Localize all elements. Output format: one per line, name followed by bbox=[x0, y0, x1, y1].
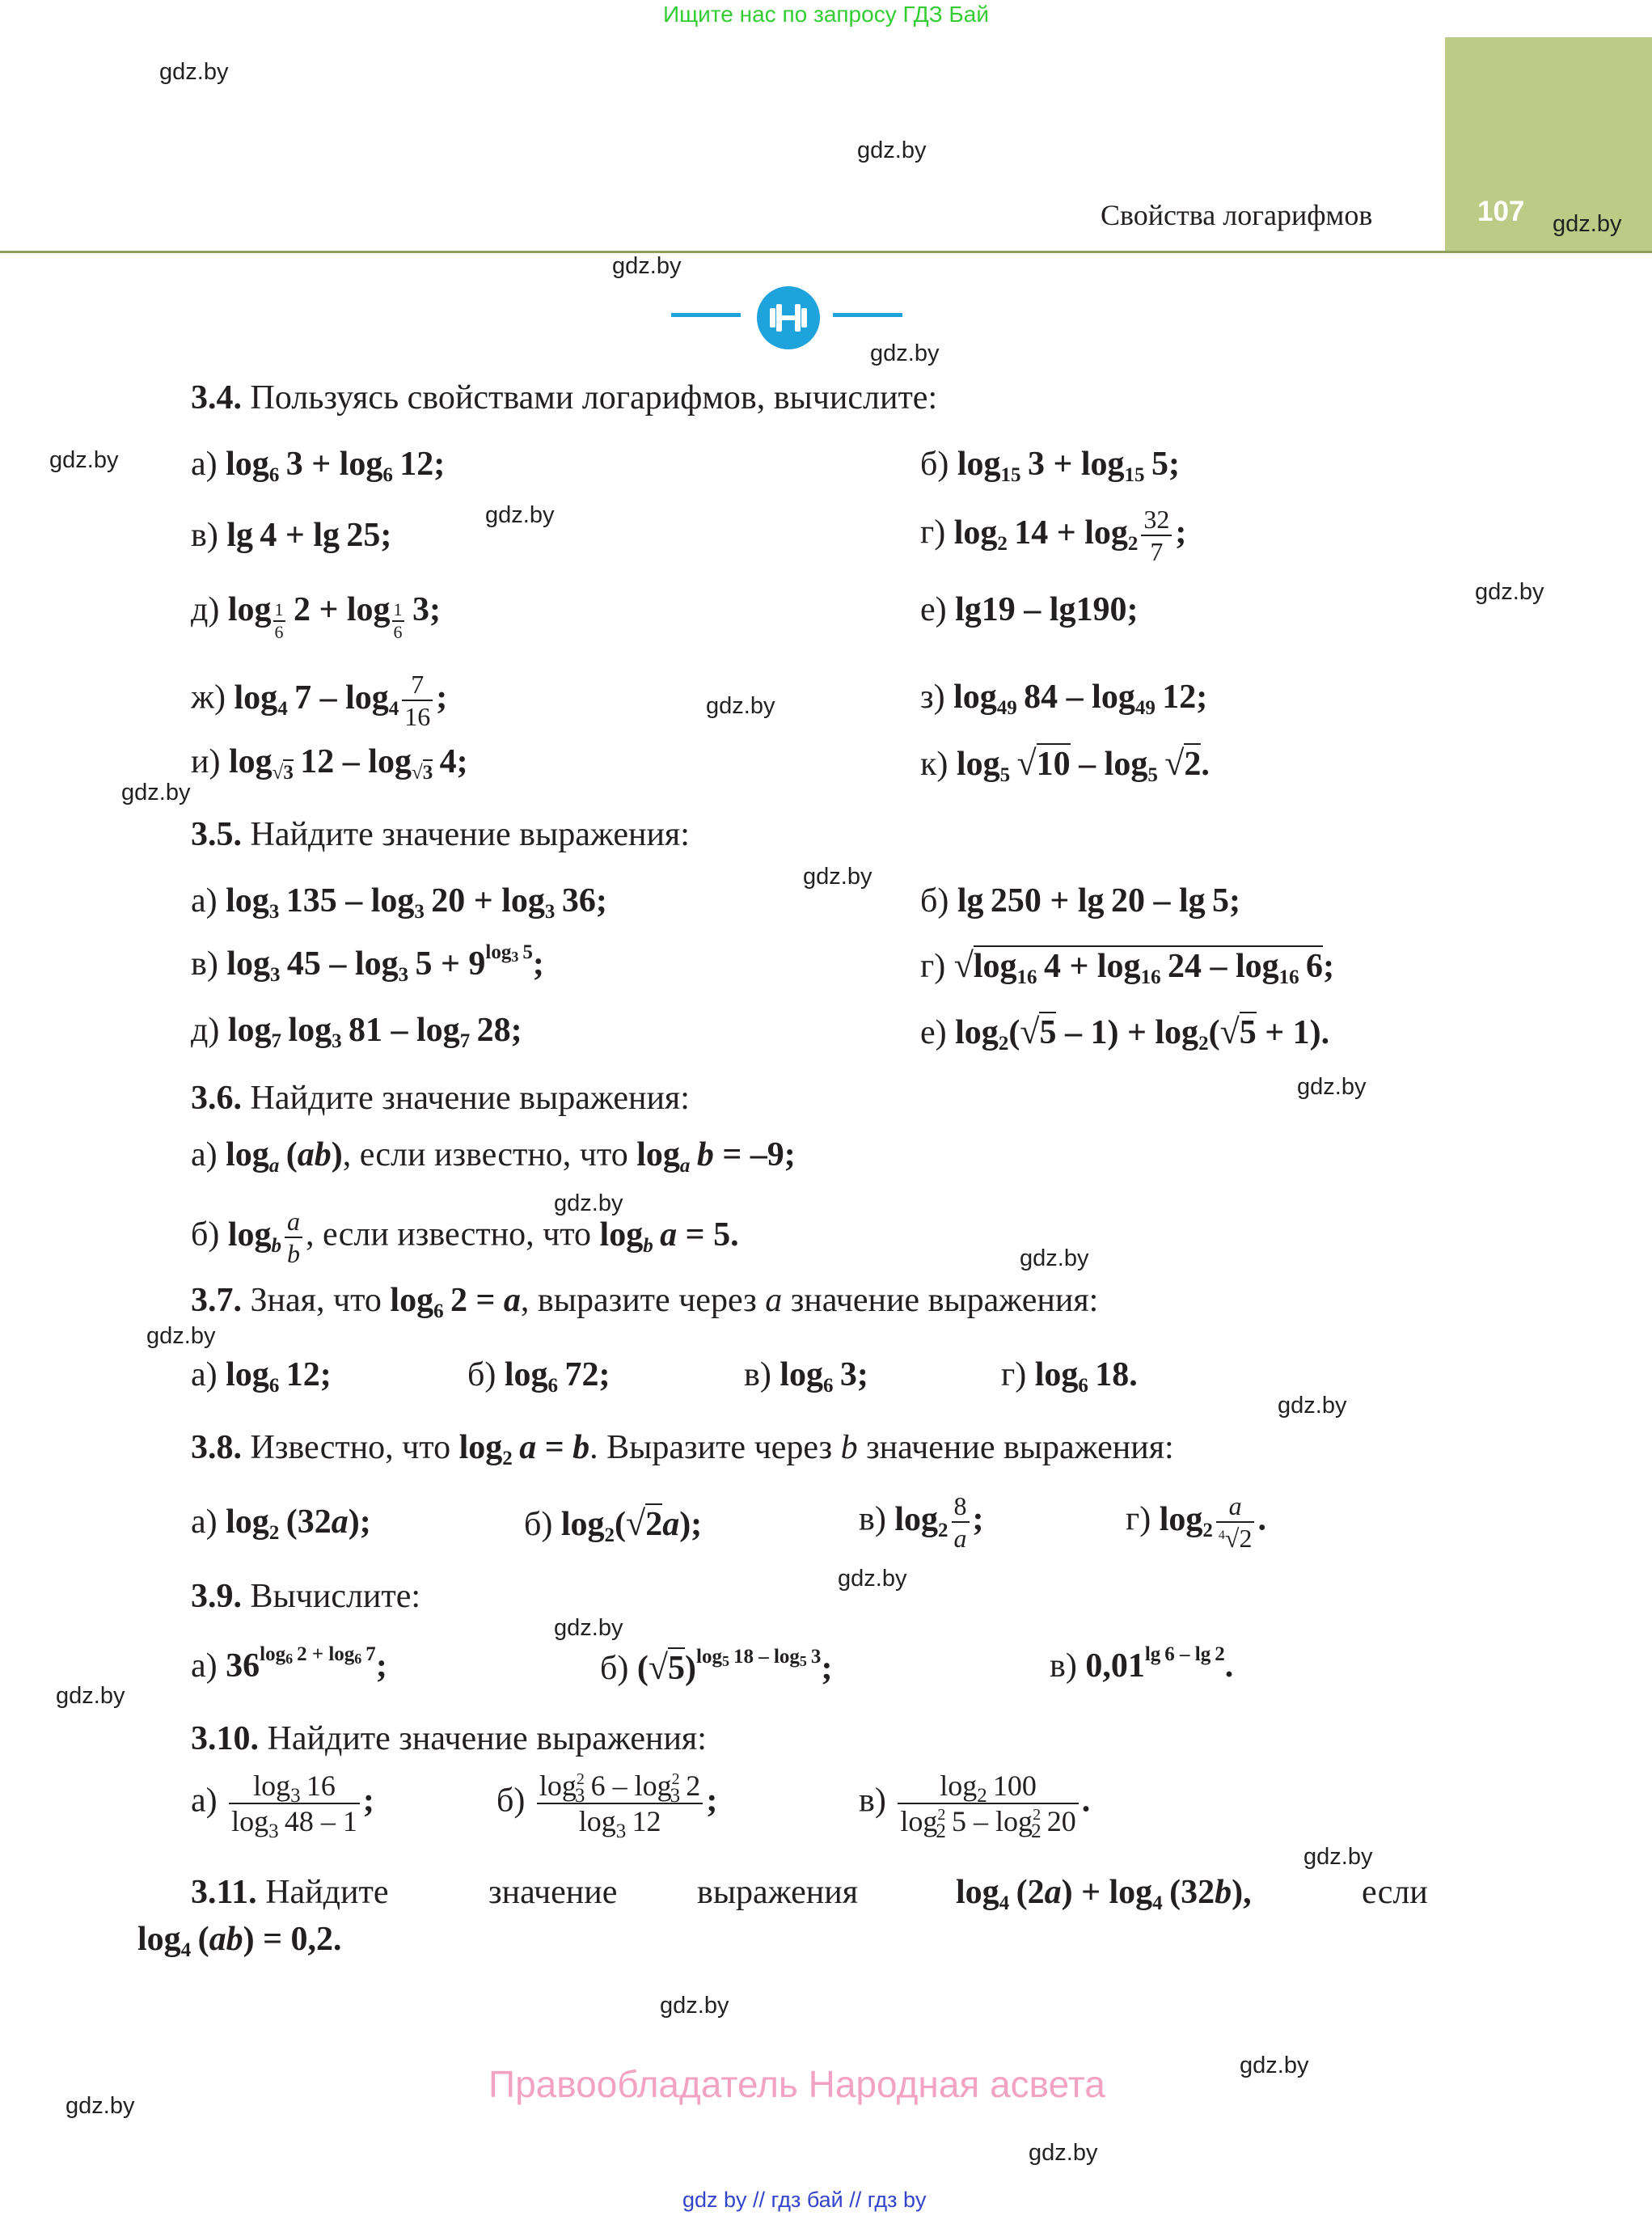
exercise-3-6-heading: 3.6. Найдите значение выражения: bbox=[191, 1080, 690, 1117]
exercise-3-10-heading: 3.10. Найдите значение выражения: bbox=[191, 1720, 707, 1757]
exercise-3-8-heading: 3.8. Известно, что $\log_2 a = b$. Выразите через b значение выражения: bbox=[191, 1429, 1174, 1469]
watermark: gdz.by bbox=[1278, 1393, 1347, 1419]
ex-3-5-v: в) $\log_3 45 - \log_3 5 + 9^{log_3 5}$; bbox=[191, 941, 544, 986]
ex-3-4-d: д) log $\frac{1}{6}$ 2 + log $\frac{1}{6}$ 3; bbox=[191, 591, 441, 642]
ex-3-8-b: б) $\log_2(√2a)$; bbox=[524, 1503, 703, 1546]
header-rule bbox=[0, 251, 1652, 253]
ex-3-4-zh: ж) $\log_4 7 - \log_4$ $\frac{7}{16}$ ; bbox=[191, 670, 448, 731]
exercise-3-11-heading: 3.11. Найдите bbox=[191, 1874, 389, 1911]
ex-3-4-k: к) $\log_5 √10 - \log_5 √2$. bbox=[920, 743, 1210, 786]
watermark: gdz.by bbox=[870, 340, 940, 366]
watermark: gdz.by bbox=[803, 864, 872, 890]
ex-3-9-v: в) $0,01^{lg 6 - lg 2}$. bbox=[1050, 1643, 1234, 1685]
ex-3-4-g: г) $\log_2 14 + \log_2$ $\frac{32}{7}$ ; bbox=[920, 505, 1187, 566]
ex-3-4-i: и) $\log_{√3} 12 - \log_{√3} 4$; bbox=[191, 743, 468, 784]
ex-3-9-b: б) $(√5)^{log_5 18 - log_5 3}$; bbox=[600, 1646, 833, 1687]
watermark: gdz.by bbox=[1240, 2053, 1309, 2078]
watermark: gdz.by bbox=[65, 2093, 135, 2119]
dumbbell-icon bbox=[757, 286, 820, 349]
ex-3-10-a: а) $\frac{\log_3 16}{\log_3 48 - 1}$ ; bbox=[191, 1769, 374, 1842]
watermark: gdz.by bbox=[660, 1993, 729, 2019]
ex-3-10-b: б) $\frac{\log^2_3 6 - \log^2_3 2}{\log_3 12}$ ; bbox=[496, 1769, 718, 1842]
ex-3-10-v: в) $\frac{\log_2 100}{\log^2_2 5 - \log^2_2 20}$ . bbox=[859, 1769, 1091, 1842]
watermark: gdz.by bbox=[1020, 1245, 1089, 1271]
exercise-3-4-heading: 3.4. Пользуясь свойствами логарифмов, вычислите: bbox=[191, 379, 938, 416]
watermark: gdz.by bbox=[1303, 1844, 1373, 1870]
exercise-3-11-condition: $\log_4 (ab) = 0,2$. bbox=[137, 1921, 342, 1961]
watermark: gdz.by bbox=[1553, 211, 1622, 237]
ex-3-8-a: а) $\log_2 (32a)$; bbox=[191, 1503, 371, 1544]
watermark: gdz.by bbox=[554, 1190, 623, 1216]
watermark: gdz.by bbox=[1029, 2140, 1098, 2166]
ex-3-8-v: в) $\log_2$ $\frac{8}{a}$ ; bbox=[859, 1491, 984, 1553]
ex-3-6-a: а) $\log_a (ab)$, если известно, что $\log_a b = -9$; bbox=[191, 1136, 796, 1177]
ex-3-5-e: е) $\log_2(√5 - 1) + \log_2(√5 + 1)$. bbox=[920, 1012, 1330, 1055]
ex-3-4-z: з) $\log_{49} 84 - \log_{49} 12$; bbox=[920, 679, 1208, 719]
watermark: gdz.by bbox=[1297, 1074, 1367, 1100]
watermark: gdz.by bbox=[146, 1323, 216, 1349]
copyright-notice: Правообладатель Народная асвета bbox=[488, 2063, 1105, 2105]
ex-3-4-e: е) lg19 – lg190; bbox=[920, 591, 1139, 628]
exercise-3-11-word4: если bbox=[1362, 1874, 1428, 1911]
ex-3-4-b: б) $\log_{15} 3 + \log_{15} 5$; bbox=[920, 446, 1180, 486]
ex-3-5-a: а) $\log_3 135 - \log_3 20 + \log_3 36$; bbox=[191, 882, 607, 923]
watermark: gdz.by bbox=[857, 137, 927, 163]
exercise-3-11-word3: выражения bbox=[697, 1874, 859, 1911]
exercise-3-5-heading: 3.5. Найдите значение выражения: bbox=[191, 816, 690, 853]
watermark: gdz.by bbox=[838, 1566, 907, 1592]
ex-3-7-g: г) $\log_6 18$. bbox=[1001, 1356, 1138, 1397]
page-number: 107 bbox=[1477, 196, 1525, 227]
watermark: gdz.by bbox=[49, 447, 119, 473]
ex-3-5-d: д) $\log_7 \log_3 81 - \log_7 28$; bbox=[191, 1012, 522, 1052]
exercise-3-7-heading: 3.7. Зная, что $\log_6 2 = a$, выразите через a значение выражения: bbox=[191, 1282, 1099, 1322]
exercise-3-11-expression: $\log_4 (2a) + \log_4 (32b)$, bbox=[956, 1874, 1252, 1914]
ex-3-6-b: б) $\log_b$ $\frac{a}{b}$ , если известно, что $\log_b a = 5$. bbox=[191, 1207, 739, 1268]
ex-3-7-v: в) $\log_6 3$; bbox=[744, 1356, 868, 1397]
right-accent-dash bbox=[833, 313, 902, 317]
watermark: gdz.by bbox=[554, 1615, 623, 1641]
ex-3-8-g: г) $\log_2$ $\frac{a}{^4√2}$ . bbox=[1126, 1491, 1266, 1553]
ex-3-7-a: а) $\log_6 12$; bbox=[191, 1356, 332, 1397]
watermark: gdz.by bbox=[1475, 579, 1544, 605]
watermark: gdz.by bbox=[121, 780, 191, 805]
left-accent-dash bbox=[671, 313, 741, 317]
ex-3-4-v: в) lg 4 + lg 25; bbox=[191, 517, 392, 554]
watermark: gdz.by bbox=[485, 502, 555, 528]
watermark: gdz.by bbox=[159, 59, 229, 85]
exercise-3-11-word2: значение bbox=[488, 1874, 618, 1911]
search-banner[interactable]: Ищите нас по запросу ГДЗ Бай bbox=[662, 2, 990, 27]
watermark: gdz.by bbox=[706, 693, 775, 719]
watermark: gdz.by bbox=[612, 253, 682, 279]
watermark: gdz.by bbox=[56, 1683, 125, 1709]
bottom-site-links[interactable]: gdz by // гдз бай // гдз by bbox=[682, 2188, 927, 2212]
ex-3-9-a: а) $36^{log_6 2 + log_6 7}$; bbox=[191, 1643, 387, 1685]
ex-3-4-a: а) $\log_6 3 + \log_6 12$; bbox=[191, 446, 446, 486]
exercise-3-9-heading: 3.9. Вычислите: bbox=[191, 1578, 421, 1615]
ex-3-5-g: г) $√\log_{16}$ $4 + \log_{16} 24 - \log_{16} 6$; bbox=[920, 945, 1335, 988]
ex-3-7-b: б) $\log_6 72$; bbox=[467, 1356, 611, 1397]
ex-3-5-b: б) lg 250 + lg 20 – lg 5; bbox=[920, 882, 1241, 920]
running-title: Свойства логарифмов bbox=[1101, 199, 1373, 231]
